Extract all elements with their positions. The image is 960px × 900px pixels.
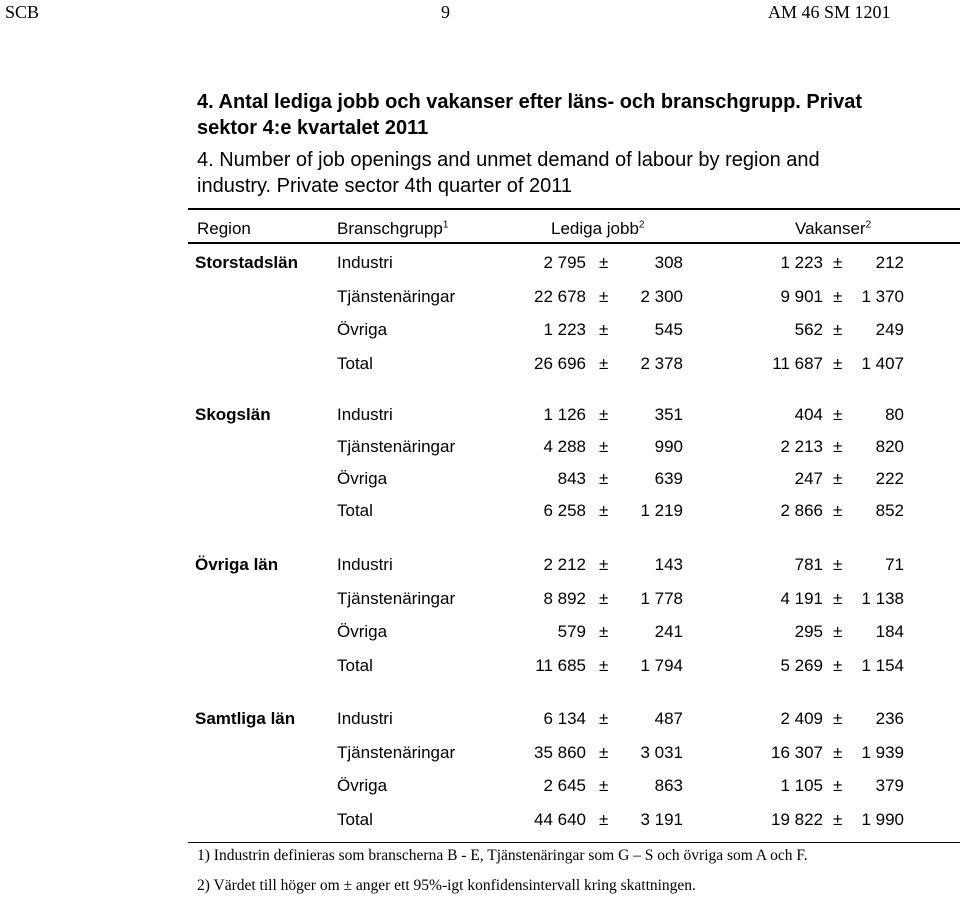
row-vakanser-ci: 852 — [875, 501, 904, 520]
row-vakanser-pm: ± — [833, 809, 843, 829]
row-lediga-ci: 487 — [654, 709, 683, 728]
row-vakanser-value: 562 — [794, 320, 823, 339]
row-lediga-pm: ± — [599, 253, 609, 272]
row-lediga-value: 22 678 — [534, 286, 586, 306]
row-lediga-ci: 308 — [654, 253, 683, 272]
title-sv-line2: sektor 4:e kvartalet 2011 — [197, 117, 429, 139]
region-label: Samtliga län — [195, 709, 296, 728]
title-sv-line1: 4. Antal lediga jobb och vakanser efter läns- och branschgrupp. Privat — [197, 91, 862, 113]
row-vakanser-value: 1 105 — [780, 776, 823, 795]
row-lediga-pm: ± — [599, 655, 609, 675]
footnote-2: 2) Värdet till höger om ± anger ett 95%-igt konfidensintervall kring skattningen. — [197, 877, 696, 894]
row-branch: Övriga — [337, 320, 388, 339]
title-en-line1: 4. Number of job openings and unmet demand of labour by region and — [197, 149, 820, 171]
row-lediga-value: 2 645 — [543, 776, 586, 795]
row-lediga-ci: 3 031 — [640, 742, 683, 762]
document-id: AM 46 SM 1201 — [768, 2, 891, 22]
row-vakanser-pm: ± — [833, 253, 843, 272]
row-branch: Tjänstenäringar — [337, 588, 456, 608]
row-branch: Tjänstenäringar — [337, 742, 456, 762]
row-vakanser-value: 11 687 — [772, 353, 823, 373]
row-vakanser-value: 2 213 — [780, 437, 823, 456]
row-branch: Övriga — [337, 776, 388, 795]
row-lediga-pm: ± — [599, 709, 609, 728]
row-lediga-ci: 990 — [654, 437, 683, 456]
row-lediga-ci: 351 — [654, 405, 683, 424]
region-label: Övriga län — [195, 555, 279, 574]
row-lediga-pm: ± — [599, 555, 609, 574]
row-lediga-value: 843 — [557, 469, 586, 488]
row-branch: Total — [337, 655, 373, 675]
row-vakanser-ci: 222 — [875, 469, 904, 488]
row-vakanser-ci: 71 — [885, 555, 904, 574]
row-vakanser-value: 247 — [794, 469, 823, 488]
row-vakanser-ci: 212 — [875, 253, 904, 272]
row-branch: Total — [337, 353, 373, 373]
row-lediga-ci: 2 378 — [640, 353, 683, 373]
row-branch: Tjänstenäringar — [337, 286, 456, 306]
row-lediga-value: 8 892 — [543, 588, 586, 608]
row-vakanser-pm: ± — [833, 655, 843, 675]
row-vakanser-value: 2 409 — [780, 709, 823, 728]
row-vakanser-ci: 1 990 — [861, 809, 904, 829]
table-header-rule — [188, 242, 960, 244]
column-header-lediga: Lediga jobb$^2$ — [551, 219, 645, 238]
row-vakanser-ci: 379 — [875, 776, 904, 795]
row-lediga-pm: ± — [599, 286, 609, 306]
row-vakanser-value: 2 866 — [780, 501, 823, 520]
row-vakanser-value: 781 — [794, 555, 823, 574]
row-lediga-value: 579 — [557, 622, 586, 641]
row-vakanser-pm: ± — [833, 588, 843, 608]
row-lediga-pm: ± — [599, 622, 609, 641]
row-vakanser-pm: ± — [833, 501, 843, 520]
row-lediga-value: 2 795 — [543, 253, 586, 272]
page-number: 9 — [441, 2, 450, 22]
row-vakanser-ci: 236 — [875, 709, 904, 728]
region-label: Skogslän — [195, 405, 271, 424]
row-vakanser-pm: ± — [833, 405, 843, 424]
row-vakanser-ci: 249 — [875, 320, 904, 339]
column-header-branch: Branschgrupp$^1$ — [337, 219, 449, 238]
row-vakanser-pm: ± — [833, 709, 843, 728]
row-vakanser-value: 9 901 — [780, 286, 823, 306]
row-lediga-pm: ± — [599, 588, 609, 608]
row-vakanser-ci: 1 939 — [861, 742, 904, 762]
row-lediga-value: 44 640 — [534, 809, 586, 829]
row-vakanser-pm: ± — [833, 437, 843, 456]
row-vakanser-ci: 80 — [885, 405, 904, 424]
row-lediga-pm: ± — [599, 469, 609, 488]
row-vakanser-pm: ± — [833, 320, 843, 339]
row-lediga-value: 26 696 — [534, 353, 586, 373]
row-lediga-pm: ± — [599, 501, 609, 520]
row-branch: Industri — [337, 709, 393, 728]
row-branch: Industri — [337, 405, 393, 424]
row-vakanser-pm: ± — [833, 555, 843, 574]
header-left: SCB — [5, 2, 40, 22]
row-vakanser-pm: ± — [833, 286, 843, 306]
row-vakanser-ci: 184 — [875, 622, 904, 641]
row-vakanser-value: 404 — [794, 405, 823, 424]
footnote-1: 1) Industrin definieras som branscherna B - E, Tjänstenäringar som G – S och övriga som A och F. — [197, 847, 808, 864]
row-lediga-ci: 241 — [654, 622, 683, 641]
row-vakanser-value: 19 822 — [771, 809, 823, 829]
row-lediga-ci: 1 778 — [640, 588, 683, 608]
row-lediga-value: 35 860 — [534, 742, 586, 762]
row-vakanser-pm: ± — [833, 469, 843, 488]
row-lediga-value: 6 134 — [543, 709, 586, 728]
row-vakanser-value: 1 223 — [780, 253, 823, 272]
row-lediga-ci: 863 — [654, 776, 683, 795]
row-vakanser-value: 5 269 — [780, 655, 823, 675]
row-vakanser-ci: 1 154 — [861, 655, 904, 675]
row-lediga-ci: 3 191 — [640, 809, 683, 829]
row-lediga-pm: ± — [599, 742, 609, 762]
row-lediga-pm: ± — [599, 320, 609, 339]
row-lediga-ci: 143 — [654, 555, 683, 574]
row-lediga-ci: 2 300 — [640, 286, 683, 306]
table-top-rule — [188, 208, 960, 210]
row-lediga-pm: ± — [599, 776, 609, 795]
row-vakanser-ci: 1 138 — [861, 588, 904, 608]
row-branch: Industri — [337, 253, 393, 272]
row-vakanser-value: 295 — [794, 622, 823, 641]
row-vakanser-value: 16 307 — [771, 742, 823, 762]
row-lediga-ci: 1 219 — [640, 501, 683, 520]
row-branch: Total — [337, 809, 373, 829]
title-en-line2: industry. Private sector 4th quarter of 2011 — [197, 175, 573, 197]
row-lediga-value: 4 288 — [543, 437, 586, 456]
row-vakanser-pm: ± — [833, 353, 843, 373]
row-lediga-value: 2 212 — [543, 555, 586, 574]
row-branch: Industri — [337, 555, 393, 574]
column-header-region: Region — [197, 219, 251, 238]
table-bottom-rule — [188, 842, 960, 843]
row-lediga-value: 1 223 — [543, 320, 586, 339]
row-vakanser-pm: ± — [833, 622, 843, 641]
row-branch: Övriga — [337, 469, 388, 488]
row-lediga-ci: 639 — [654, 469, 683, 488]
row-lediga-pm: ± — [599, 405, 609, 424]
row-vakanser-value: 4 191 — [780, 588, 823, 608]
row-lediga-value: 6 258 — [543, 501, 586, 520]
row-lediga-pm: ± — [599, 437, 609, 456]
row-vakanser-ci: 1 407 — [861, 353, 904, 373]
row-vakanser-ci: 820 — [875, 437, 904, 456]
row-branch: Total — [337, 501, 373, 520]
row-vakanser-pm: ± — [833, 742, 843, 762]
row-lediga-value: 11 685 — [535, 655, 586, 675]
row-lediga-value: 1 126 — [543, 405, 586, 424]
row-lediga-ci: 545 — [654, 320, 683, 339]
column-header-vakanser: Vakanser$^2$ — [795, 219, 872, 238]
row-lediga-pm: ± — [599, 809, 609, 829]
row-vakanser-pm: ± — [833, 776, 843, 795]
row-lediga-ci: 1 794 — [640, 655, 683, 675]
row-branch: Tjänstenäringar — [337, 437, 456, 456]
row-vakanser-ci: 1 370 — [861, 286, 904, 306]
row-branch: Övriga — [337, 622, 388, 641]
region-label: Storstadslän — [195, 253, 298, 272]
row-lediga-pm: ± — [599, 353, 609, 373]
